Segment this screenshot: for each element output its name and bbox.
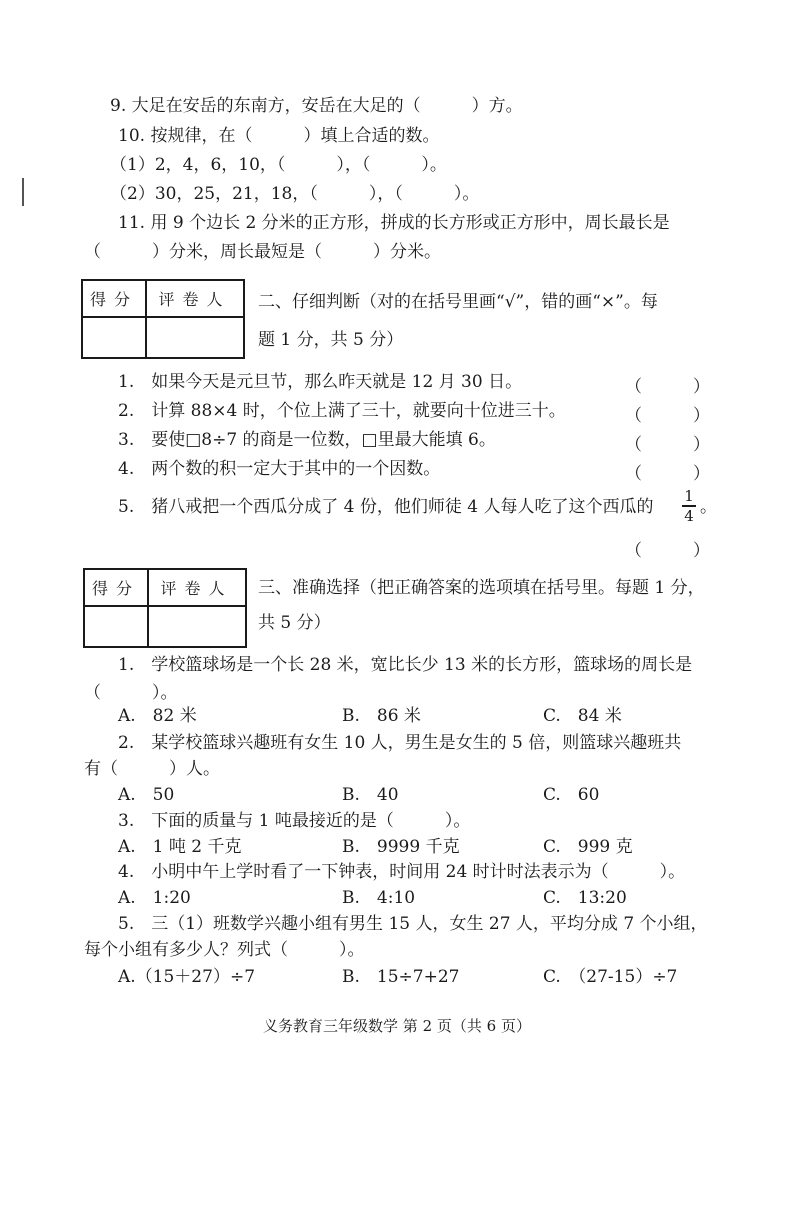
choice-q1-line2: （ ）。 <box>84 683 178 703</box>
question-10-2: （2）30，25，21，18，（ ），（ ）。 <box>110 184 480 204</box>
choice-q1-option-c[interactable]: C. 84 米 <box>543 706 622 726</box>
page-footer: 义务教育三年级数学 第 2 页（共 6 页） <box>263 1017 531 1035</box>
choice-q4-option-b[interactable]: B. 4:10 <box>342 888 416 908</box>
choice-q3-option-c[interactable]: C. 999 克 <box>543 837 633 857</box>
choice-q3-option-b[interactable]: B. 9999 千克 <box>342 837 460 857</box>
fraction-one-quarter <box>682 488 696 524</box>
grader-label: 评卷人 <box>160 579 233 598</box>
grader-label: 评卷人 <box>158 290 231 309</box>
judge-answer-5[interactable]: （ ） <box>625 541 710 561</box>
question-10: 10. 按规律，在（ ）填上合适的数。 <box>118 126 440 146</box>
question-9: 9. 大足在安岳的东南方，安岳在大足的（ ）方。 <box>110 96 523 116</box>
choice-q1-option-a[interactable]: A. 82 米 <box>118 706 197 726</box>
score-label: 得分 <box>89 290 138 309</box>
section2-title: 二、仔细判断（对的在括号里画“√”，错的画“×”。每 <box>258 292 658 312</box>
judge-item-4: 4. 两个数的积一定大于其中的一个因数。 <box>118 459 441 479</box>
choice-q2-option-a[interactable]: A. 50 <box>118 785 175 805</box>
choice-q5-line2: 每个小组有多少人？列式（ ）。 <box>84 940 365 960</box>
judge-answer-4[interactable]: （ ） <box>625 464 710 484</box>
choice-q4-option-a[interactable]: A. 1:20 <box>118 888 191 908</box>
grader-input[interactable] <box>146 318 243 357</box>
section3-title: 三、准确选择（把正确答案的选项填在括号里。每题 1 分， <box>258 578 705 598</box>
fraction-period: 。 <box>700 497 717 517</box>
judge-item-1: 1. 如果今天是元旦节，那么昨天就是 12 月 30 日。 <box>118 372 523 392</box>
fraction-denominator: 4 <box>684 506 694 525</box>
choice-q3-line1: 3. 下面的质量与 1 吨最接近的是（ ）。 <box>118 811 471 831</box>
question-11-line1: 11. 用 9 个边长 2 分米的正方形，拼成的长方形或正方形中，周长最长是 <box>118 213 670 233</box>
choice-q4-option-c[interactable]: C. 13:20 <box>543 888 627 908</box>
question-11-line2: （ ）分米，周长最短是（ ）分米。 <box>84 242 441 262</box>
judge-item-2: 2. 计算 88×4 时，个位上满了三十，就要向十位进三十。 <box>118 401 566 421</box>
score-input[interactable] <box>85 607 147 646</box>
margin-mark <box>22 178 24 206</box>
choice-q5-option-c[interactable]: C. （27-15）÷7 <box>543 967 678 987</box>
choice-q5-option-b[interactable]: B. 15÷7+27 <box>342 967 460 987</box>
choice-q2-line2: 有（ ）人。 <box>84 759 220 779</box>
section3-title-cont: 共 5 分） <box>258 613 331 633</box>
choice-q1-line1: 1. 学校篮球场是一个长 28 米，宽比长少 13 米的长方形，篮球场的周长是 <box>118 655 693 675</box>
section2-title-cont: 题 1 分，共 5 分） <box>258 330 404 350</box>
judge-item-5: 5. 猪八戒把一个西瓜分成了 4 份，他们师徒 4 人每人吃了这个西瓜的 <box>118 497 654 517</box>
fraction-numerator: 1 <box>684 487 694 505</box>
choice-q3-option-a[interactable]: A. 1 吨 2 千克 <box>118 837 242 857</box>
score-table-section3 <box>83 568 247 648</box>
judge-answer-1[interactable]: （ ） <box>625 377 710 397</box>
grader-input[interactable] <box>148 607 245 646</box>
question-10-1: （1）2，4，6，10，（ ），（ ）。 <box>110 155 447 175</box>
choice-q2-option-c[interactable]: C. 60 <box>543 785 600 805</box>
score-label: 得分 <box>91 579 140 598</box>
choice-q5-option-a[interactable]: A.（15＋27）÷7 <box>118 967 256 987</box>
score-input[interactable] <box>83 318 145 357</box>
judge-answer-3[interactable]: （ ） <box>625 435 710 455</box>
choice-q2-line1: 2. 某学校篮球兴趣班有女生 10 人，男生是女生的 5 倍，则篮球兴趣班共 <box>118 733 682 753</box>
choice-q4-line1: 4. 小明中午上学时看了一下钟表，时间用 24 时计时法表示为（ ）。 <box>118 862 686 882</box>
judge-answer-2[interactable]: （ ） <box>625 406 710 426</box>
judge-item-3: 3. 要使□8÷7 的商是一位数，□里最大能填 6。 <box>118 430 496 450</box>
score-table-section2 <box>81 279 245 359</box>
choice-q1-option-b[interactable]: B. 86 米 <box>342 706 421 726</box>
choice-q2-option-b[interactable]: B. 40 <box>342 785 399 805</box>
choice-q5-line1: 5. 三（1）班数学兴趣小组有男生 15 人，女生 27 人，平均分成 7 个小组， <box>118 914 708 934</box>
